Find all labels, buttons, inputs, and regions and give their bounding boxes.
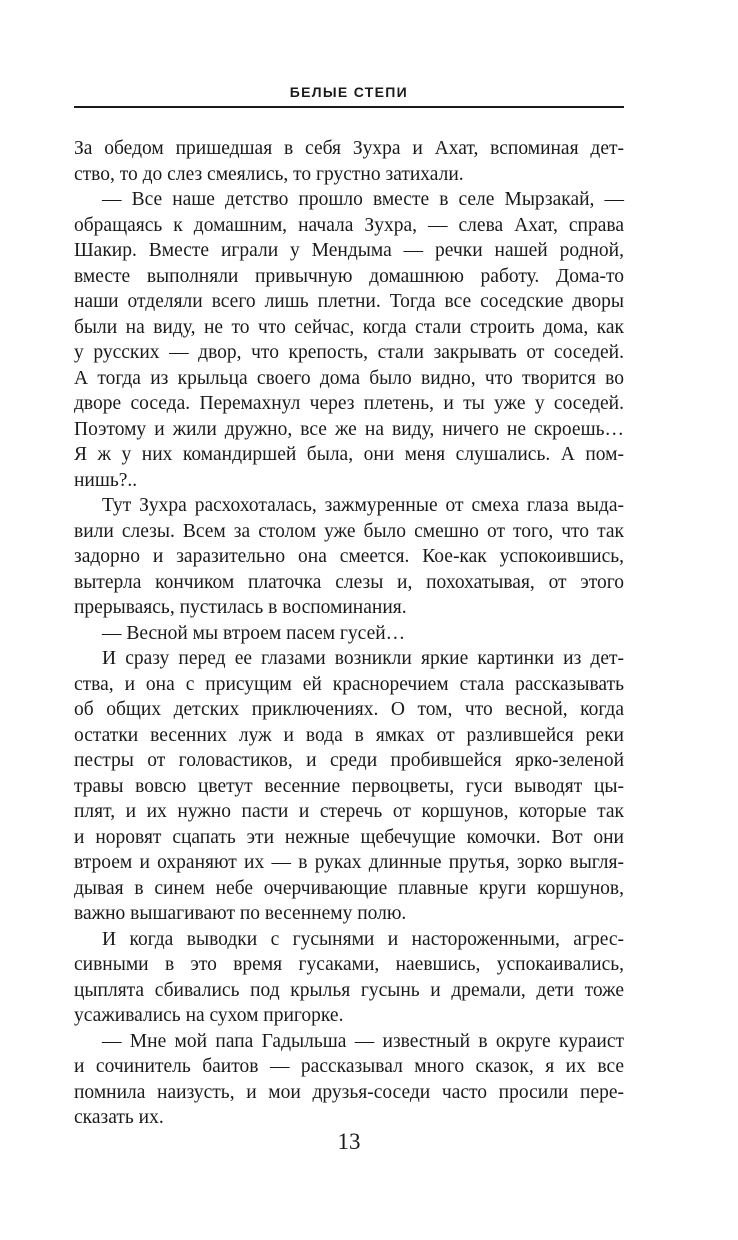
text-line: и норовят сцапать эти нежные щебечущие комочки. Вот они — [74, 826, 624, 848]
text-line: А тогда из крыльца своего дома было видно, что творится во — [74, 367, 624, 389]
text-line: усаживались на сухом пригорке. — [74, 1005, 344, 1026]
text-line: И когда выводки с гусынями и настороженными, агрес- — [102, 928, 624, 950]
running-header — [74, 84, 624, 108]
text-line: обращаясь к домашним, начала Зухра, — слева Ахат, справа — [74, 214, 624, 236]
header-rule — [74, 106, 624, 108]
text-line: втроем и охраняют их — в руках длинные прутья, зорко выгля- — [74, 852, 624, 873]
text-line: ство, то до слез смеялись, то грустно затихали. — [74, 163, 464, 185]
text-line: — Все наше детство прошло вместе в селе Мырзакай, — — [102, 189, 624, 210]
text-line: были на виду, не то что сейчас, когда стали строить дома, как — [74, 316, 624, 338]
text-line: вытерла кончиком платочка слезы и, похохатывая, от этого — [74, 571, 624, 593]
page-number: 13 — [337, 1129, 361, 1154]
text-line: дворе соседа. Перемахнул через плетень, и ты уже у соседей. — [74, 393, 624, 414]
text-line: Шакир. Вместе играли у Мендыма — речки нашей родной, — [74, 240, 624, 261]
running-title: БЕЛЫЕ СТЕПИ — [289, 84, 408, 100]
text-line: и сочинитель баитов — рассказывал много сказок, я их все — [74, 1056, 624, 1077]
text-line: ства, и она с присущим ей красноречием стала рассказывать — [74, 673, 624, 695]
text-line: вили слезы. Всем за столом уже было смешно от того, что так — [74, 520, 624, 542]
text-line: об общих детских приключениях. О том, что весной, когда — [74, 699, 624, 720]
text-line: Поэтому и жили дружно, все же на виду, ничего не скроешь… — [74, 418, 624, 440]
text-line: важно вышагивают по весеннему полю. — [74, 903, 407, 924]
text-line: задорно и заразительно она смеется. Кое-как успокоившись, — [74, 546, 624, 567]
text-line: сивными в это время гусаками, наевшись, успокаивались, — [74, 954, 624, 975]
text-line: сказать их. — [74, 1107, 164, 1128]
text-line: дывая в синем небе очерчивающие плавные круги коршунов, — [74, 877, 624, 899]
text-line: прерываясь, пустилась в воспоминания. — [74, 597, 407, 618]
text-line: у русских — двор, что крепость, стали закрывать от соседей. — [74, 342, 624, 363]
text-line: пестры от головастиков, и среди пробившейся ярко-зеленой — [74, 750, 624, 771]
text-line: Тут Зухра расхохоталась, зажмуренные от смеха глаза выда- — [102, 495, 624, 516]
text-line: наши отделяли всего лишь плетни. Тогда все соседские дворы — [74, 291, 624, 312]
text-line: Я ж у них командиршей была, они меня слушались. А пом- — [74, 444, 624, 465]
text-line: — Весной мы втроем пасем гусей… — [102, 622, 406, 644]
text-line: И сразу перед ее глазами возникли яркие картинки из дет- — [102, 648, 624, 669]
text-line: плят, и их нужно пасти и стеречь от коршунов, которые так — [74, 801, 624, 822]
text-line: — Мне мой папа Гадыльша — известный в округе кураист — [102, 1030, 624, 1052]
text-line: помнила наизусть, и мои друзья-соседи часто просили пере- — [74, 1081, 624, 1103]
text-line: цыплята сбивались под крылья гусынь и дремали, дети тоже — [74, 979, 624, 1001]
text-line: остатки весенних луж и вода в ямках от разлившейся реки — [74, 724, 624, 746]
text-line: За обедом пришедшая в себя Зухра и Ахат, вспоминая дет- — [74, 138, 624, 159]
body-text — [74, 136, 624, 1131]
text-line: нишь?.. — [74, 469, 138, 491]
text-line: вместе выполняли привычную домашнюю работу. Дома-то — [74, 265, 624, 287]
text-line: травы вовсю цветут весенние первоцветы, гуси выводят цы- — [74, 775, 624, 797]
